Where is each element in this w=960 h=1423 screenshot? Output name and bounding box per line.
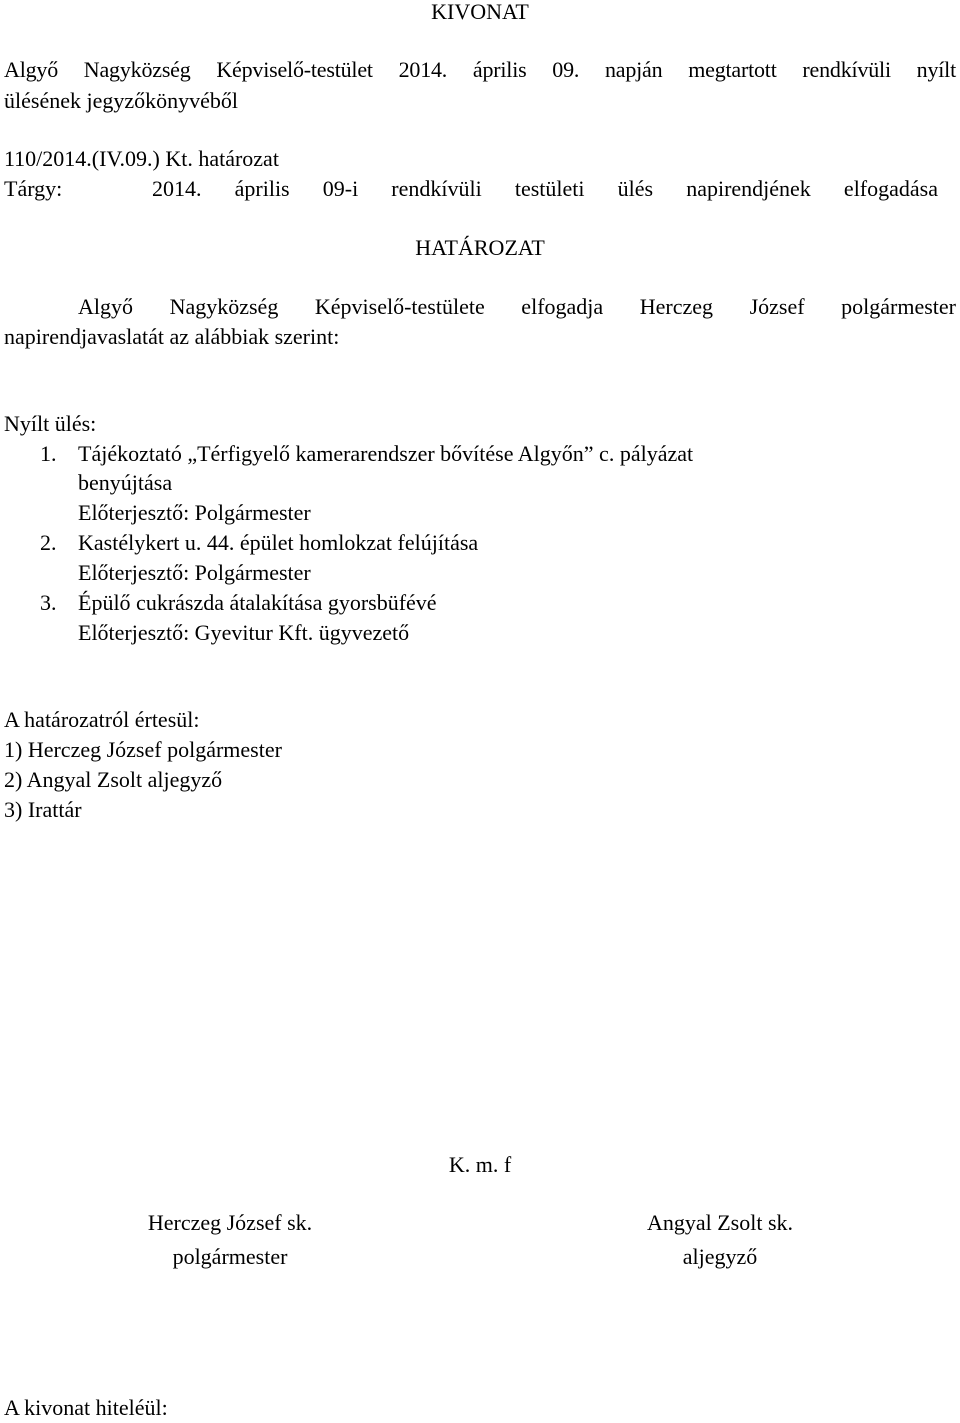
subject-text: 2014. április 09-i rendkívüli testületi ülés napirendjének elfogadása: [152, 176, 938, 201]
agenda-item-1-title-cont: benyújtása: [78, 470, 173, 495]
agenda-item-3-title: Épülő cukrászda átalakítása gyorsbüfévé: [78, 590, 437, 615]
km-f: K. m. f: [448, 1152, 512, 1177]
signature-right-name: Angyal Zsolt sk.: [646, 1210, 794, 1235]
notify-item-1: 1) Herczeg József polgármester: [4, 737, 282, 762]
agenda-item-3-presenter: Előterjesztő: Gyevitur Kft. ügyvezető: [78, 620, 410, 645]
resolution-body-line-2: napirendjavaslatát az alábbiak szerint:: [4, 324, 340, 349]
notify-label: A határozatról értesül:: [4, 707, 200, 732]
agenda-item-1-number: 1.: [40, 441, 57, 466]
agenda-item-2-presenter: Előterjesztő: Polgármester: [78, 560, 311, 585]
agenda-label: Nyílt ülés:: [4, 411, 97, 436]
agenda-item-1-presenter: Előterjesztő: Polgármester: [78, 500, 311, 525]
document-title: KIVONAT: [431, 0, 529, 24]
signature-right-title: aljegyző: [682, 1244, 758, 1269]
resolution-number: 110/2014.(IV.09.) Kt. határozat: [4, 146, 279, 171]
agenda-item-1-title: Tájékoztató „Térfigyelő kamerarendszer bővítése Algyőn” c. pályázat: [78, 441, 694, 466]
notify-item-2: 2) Angyal Zsolt aljegyző: [4, 767, 223, 792]
intro-line-1: Algyő Nagyközség Képviselő-testület 2014. április 09. napján megtartott rendkívüli nyílt: [4, 57, 956, 82]
intro-line-2: ülésének jegyzőkönyvéből: [4, 88, 238, 113]
agenda-item-2-number: 2.: [40, 530, 57, 555]
resolution-body-line-1: Algyő Nagyközség Képviselő-testülete elfogadja Herczeg József polgármester: [78, 294, 956, 319]
subject-label: Tárgy:: [4, 176, 63, 201]
notify-item-3: 3) Irattár: [4, 797, 82, 822]
agenda-item-2-title: Kastélykert u. 44. épület homlokzat felújítása: [78, 530, 479, 555]
signature-left-name: Herczeg József sk.: [147, 1210, 313, 1235]
resolution-heading: HATÁROZAT: [415, 235, 545, 260]
signature-left-title: polgármester: [172, 1244, 288, 1269]
certify-label: A kivonat hiteléül:: [4, 1395, 168, 1420]
agenda-item-3-number: 3.: [40, 590, 57, 615]
